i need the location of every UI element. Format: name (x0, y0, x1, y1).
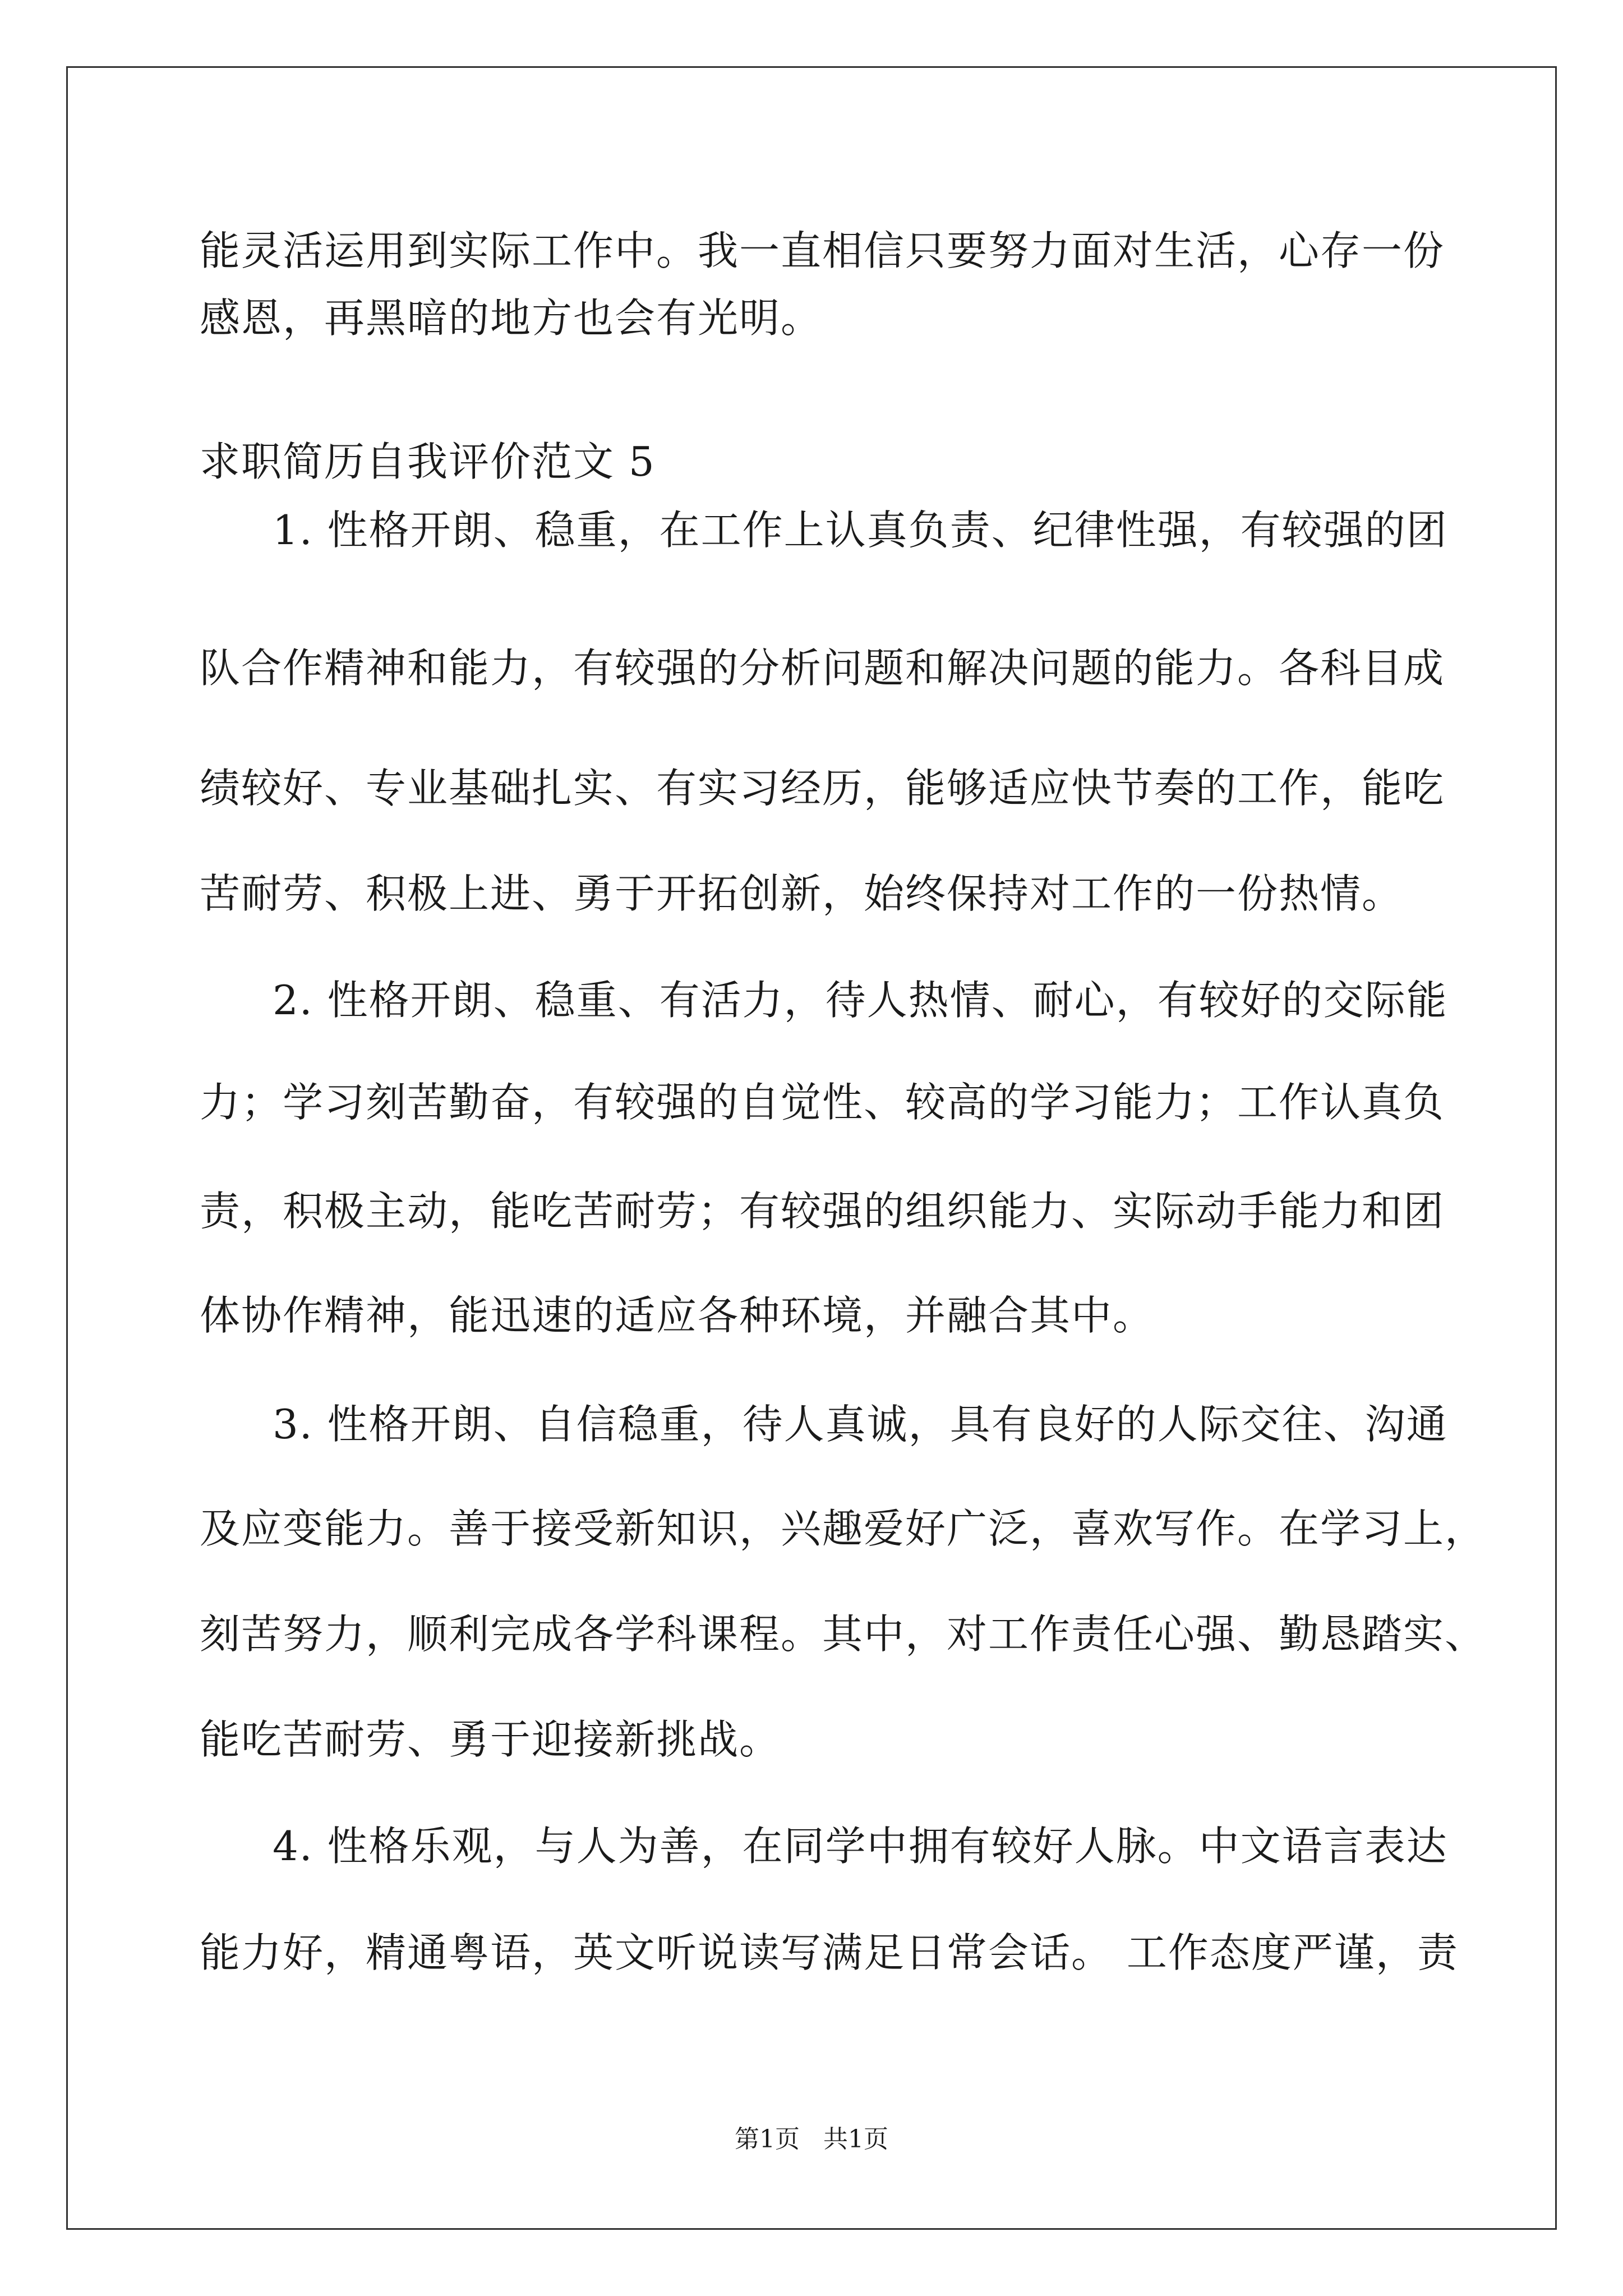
paragraph-line: 绩较好、专业基础扎实、有实习经历，能够适应快节奏的工作，能吃 (200, 765, 1445, 812)
paragraph-line: 责，积极主动，能吃苦耐劳；有较强的组织能力、实际动手能力和团 (200, 1188, 1445, 1235)
paragraph-line: 及应变能力。善于接受新知识，兴趣爱好广泛，喜欢写作。在学习上， (200, 1505, 1487, 1552)
paragraph-line: 力；学习刻苦勤奋，有较强的自觉性、较高的学习能力；工作认真负 (200, 1079, 1445, 1126)
paragraph-line: 4. 性格乐观，与人为善，在同学中拥有较好人脉。中文语言表达 (273, 1823, 1448, 1870)
paragraph-line: 能吃苦耐劳、勇于迎接新挑战。 (200, 1716, 781, 1763)
paragraph-line: 队合作精神和能力，有较强的分析问题和解决问题的能力。各科目成 (200, 645, 1445, 692)
paragraph-line: 能灵活运用到实际工作中。我一直相信只要努力面对生活，心存一份 (200, 227, 1445, 274)
paragraph-line: 能力好，精通粤语，英文听说读写满足日常会话。 工作态度严谨，责 (200, 1929, 1459, 1976)
paragraph-line: 3. 性格开朗、自信稳重，待人真诚，具有良好的人际交往、沟通 (273, 1401, 1448, 1448)
page-footer: 第1页 共1页 (735, 2125, 888, 2154)
paragraph-line: 苦耐劳、积极上进、勇于开拓创新，始终保持对工作的一份热情。 (200, 870, 1404, 917)
page-border (66, 66, 1557, 2230)
paragraph-line: 刻苦努力，顺利完成各学科课程。其中，对工作责任心强、勤恳踏实、 (200, 1611, 1487, 1658)
paragraph-line: 体协作精神，能迅速的适应各种环境，并融合其中。 (200, 1292, 1155, 1339)
paragraph-line: 感恩，再黑暗的地方也会有光明。 (200, 295, 823, 342)
paragraph-line: 2. 性格开朗、稳重、有活力，待人热情、耐心，有较好的交际能 (273, 977, 1448, 1024)
paragraph-line: 1. 性格开朗、稳重，在工作上认真负责、纪律性强，有较强的团 (273, 507, 1448, 554)
section-heading: 求职简历自我评价范文 5 (200, 438, 656, 485)
